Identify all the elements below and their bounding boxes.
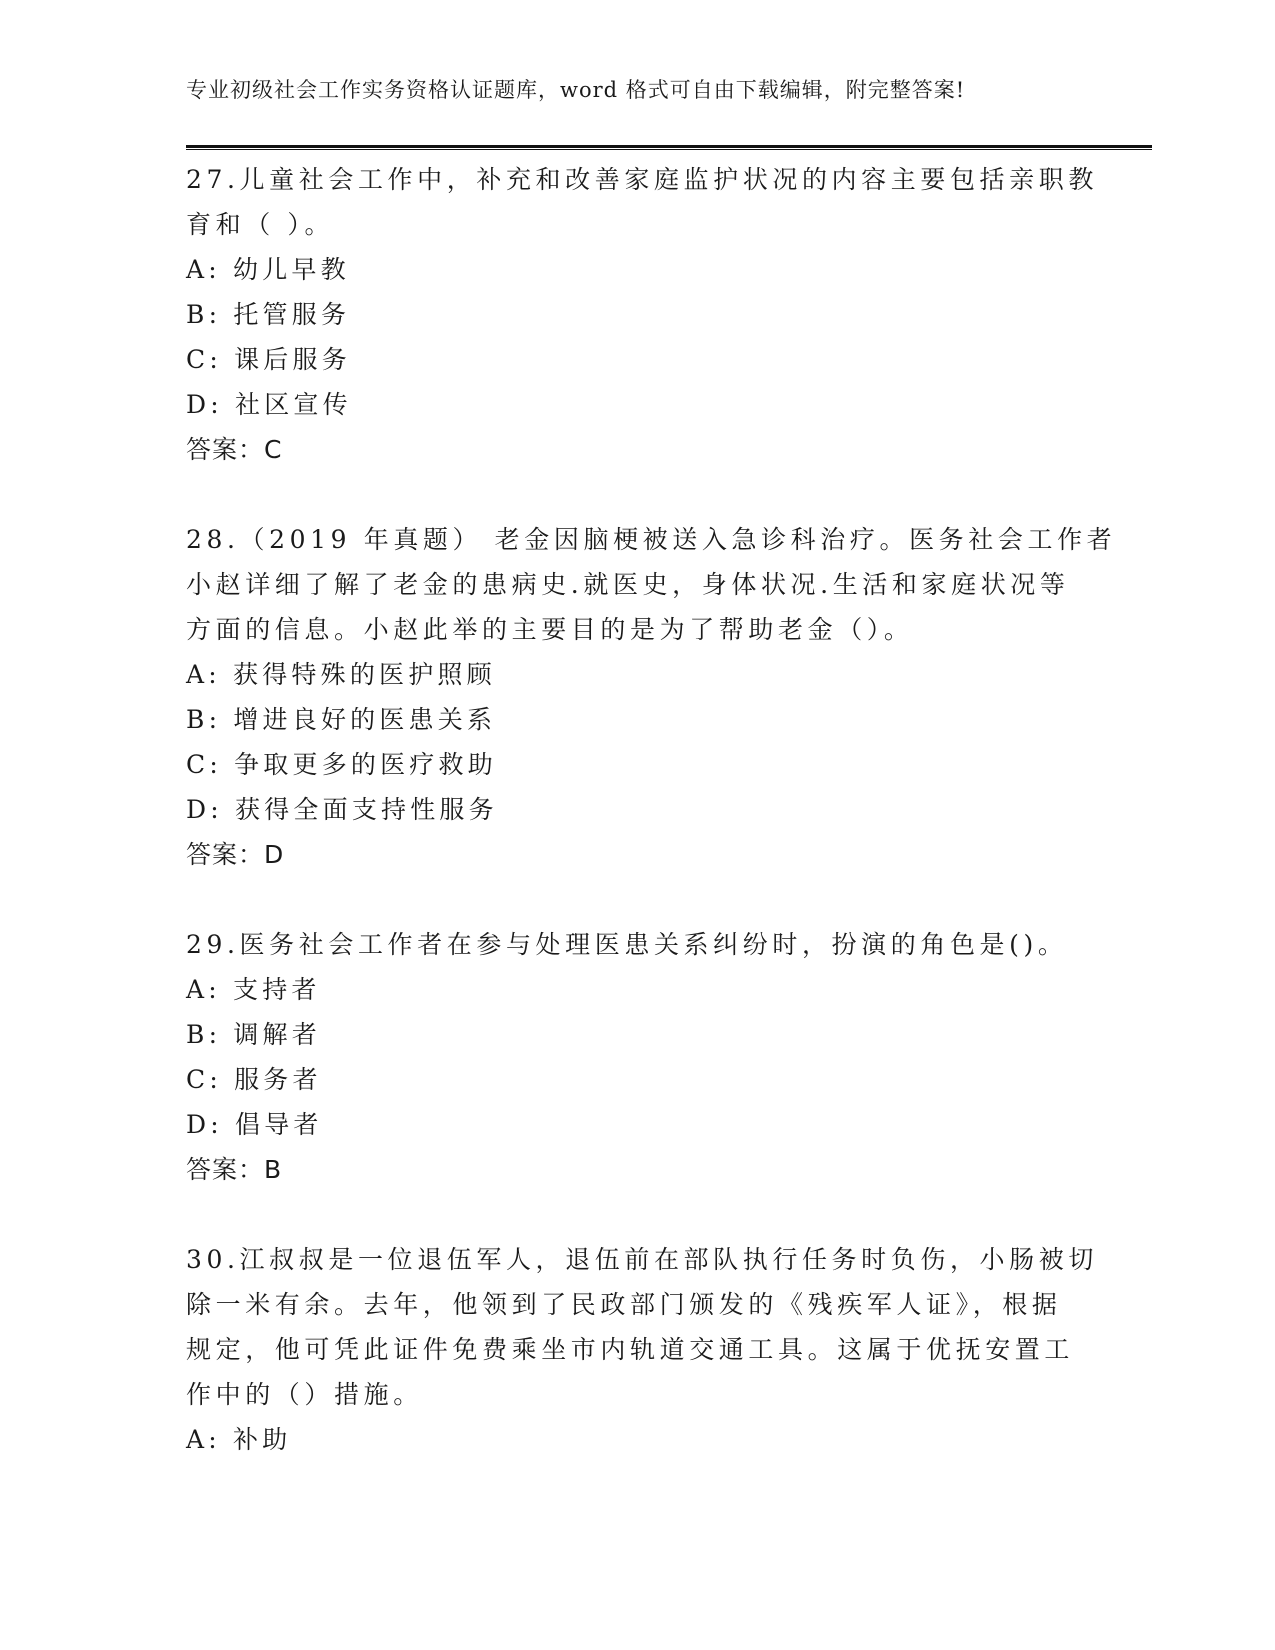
- option-a: A: 幼儿早教: [186, 255, 350, 284]
- question-28: [186, 517, 1117, 877]
- stem-line: 30.江叔叔是一位退伍军人，退伍前在部队执行任务时负伤，小肠被切: [186, 1245, 1098, 1274]
- question-stem: [186, 1237, 1098, 1417]
- option-a: A: 支持者: [186, 975, 321, 1004]
- question-stem: [186, 517, 1117, 652]
- option-d: D: 社区宣传: [186, 390, 352, 419]
- stem-line: 方面的信息。小赵此举的主要目的是为了帮助老金（）。: [186, 615, 914, 644]
- question-29: [186, 922, 1066, 1192]
- stem-line: 育和（ ）。: [186, 210, 335, 239]
- option-b: B: 增进良好的医患关系: [186, 705, 497, 734]
- question-27: [186, 157, 1098, 472]
- option-c: C: 服务者: [186, 1065, 322, 1094]
- question-list: [186, 157, 1117, 1507]
- question-30: [186, 1237, 1098, 1462]
- option-a: A: 补助: [186, 1425, 292, 1454]
- option-c: C: 课后服务: [186, 345, 351, 374]
- option-b: B: 托管服务: [186, 300, 351, 329]
- stem-line: 小赵详细了解了老金的患病史.就医史，身体状况.生活和家庭状况等: [186, 570, 1070, 599]
- header-divider: [186, 145, 1152, 150]
- option-a: A: 获得特殊的医护照顾: [186, 660, 496, 689]
- stem-line: 除一米有余。去年，他领到了民政部门颁发的《残疾军人证》，根据: [186, 1290, 1062, 1319]
- page-header-title: 专业初级社会工作实务资格认证题库，word 格式可自由下载编辑，附完整答案!: [186, 78, 966, 102]
- answer-text: 答案：D: [186, 840, 285, 869]
- stem-line: 28.（2019 年真题） 老金因脑梗被送入急诊科治疗。医务社会工作者: [186, 525, 1117, 554]
- question-stem: [186, 157, 1098, 247]
- option-d: D: 获得全面支持性服务: [186, 795, 498, 824]
- question-stem: [186, 922, 1066, 967]
- stem-line: 作中的（）措施。: [186, 1380, 423, 1409]
- option-b: B: 调解者: [186, 1020, 321, 1049]
- answer-text: 答案：B: [186, 1155, 283, 1184]
- stem-line: 29.医务社会工作者在参与处理医患关系纠纷时，扮演的角色是()。: [186, 930, 1068, 959]
- option-d: D: 倡导者: [186, 1110, 323, 1139]
- option-c: C: 争取更多的医疗救助: [186, 750, 497, 779]
- answer-text: 答案：C: [186, 435, 283, 464]
- stem-line: 27.儿童社会工作中，补充和改善家庭监护状况的内容主要包括亲职教: [186, 165, 1098, 194]
- stem-line: 规定，他可凭此证件免费乘坐市内轨道交通工具。这属于优抚安置工: [186, 1335, 1075, 1364]
